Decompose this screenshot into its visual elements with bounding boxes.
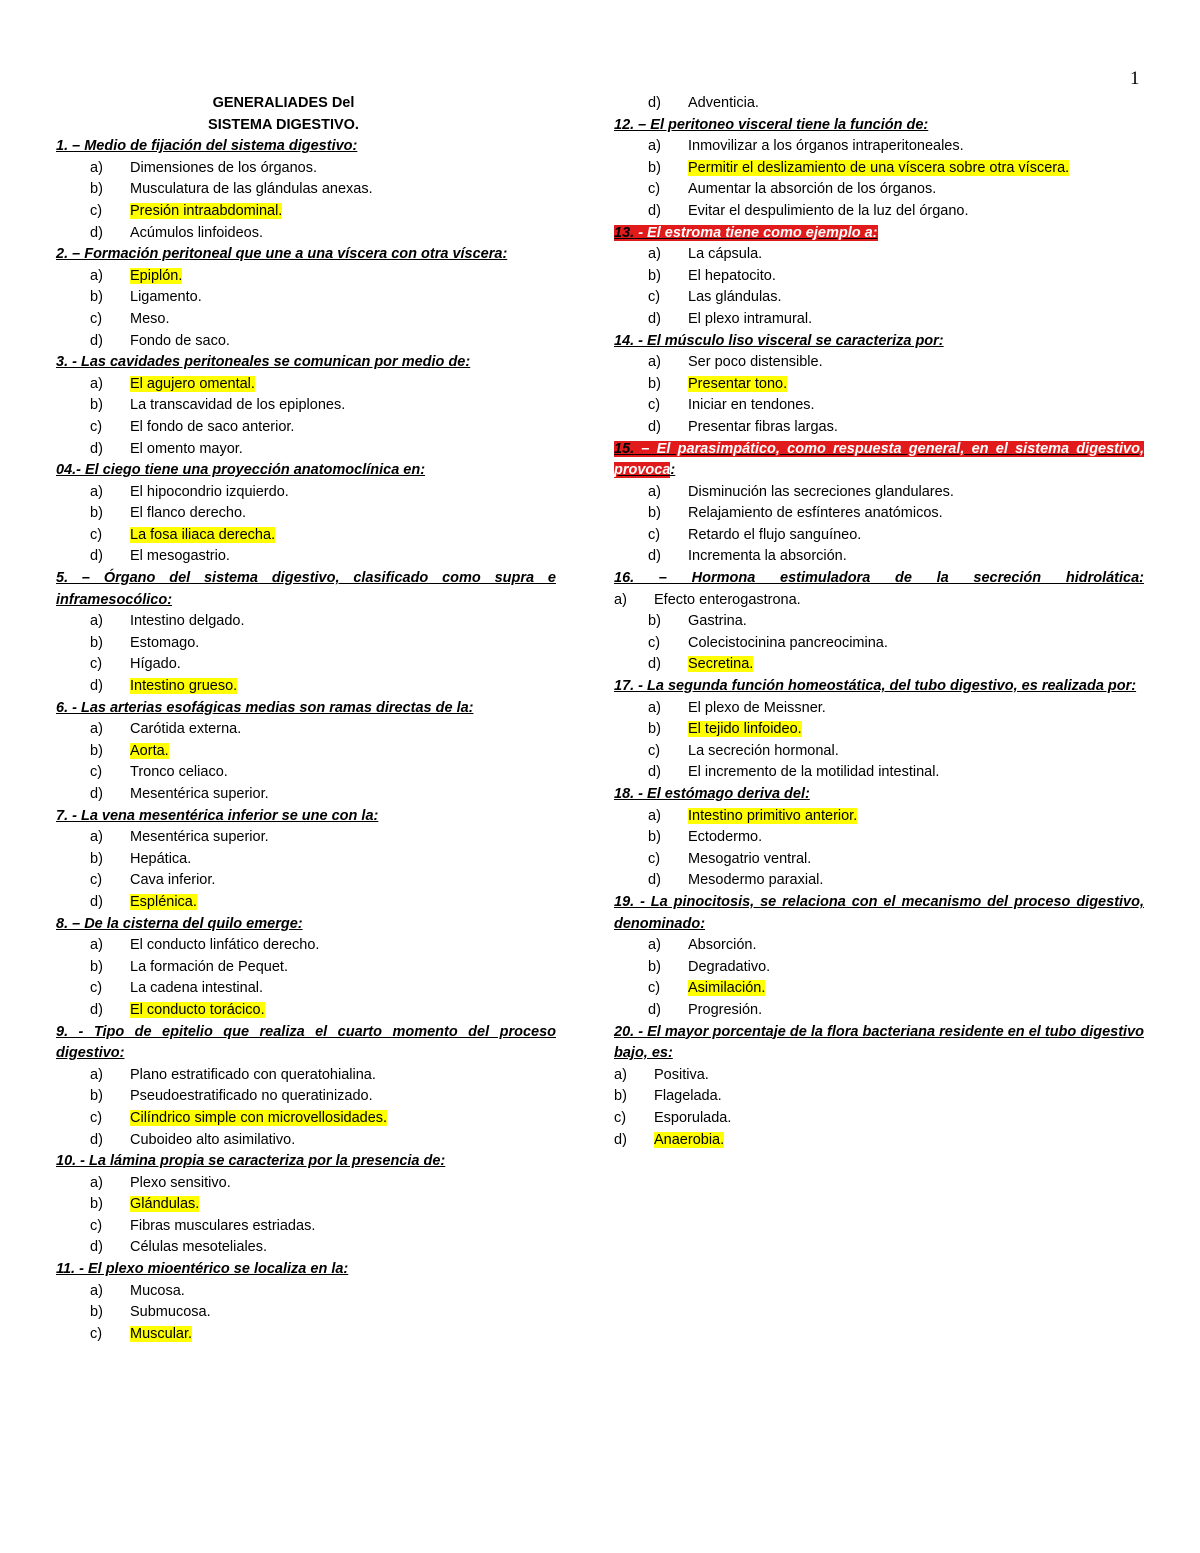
question-flagged-text: - El estroma tiene como ejemplo a: bbox=[634, 224, 878, 241]
option-letter: a) bbox=[614, 1066, 627, 1083]
option-letter: a) bbox=[90, 1282, 103, 1299]
option-letter: c) bbox=[90, 656, 103, 673]
answer-option bbox=[56, 201, 556, 223]
option-text: Retardo el flujo sanguíneo. bbox=[688, 526, 862, 543]
option-text: Ligamento. bbox=[130, 289, 202, 306]
option-text: El plexo de Meissner. bbox=[688, 699, 826, 716]
option-text: Tronco celiaco. bbox=[130, 764, 228, 781]
answer-option bbox=[614, 136, 1144, 158]
answer-option bbox=[614, 309, 1144, 331]
option-text: Las glándulas. bbox=[688, 289, 782, 306]
answer-option bbox=[56, 762, 556, 784]
option-letter: d) bbox=[90, 440, 103, 457]
option-letter: c) bbox=[90, 764, 103, 781]
option-text: Hepática. bbox=[130, 850, 192, 867]
left-column bbox=[56, 93, 556, 1345]
option-text: Adventicia. bbox=[688, 95, 759, 111]
option-letter: d) bbox=[90, 678, 103, 695]
option-letter: d) bbox=[90, 332, 103, 349]
answer-option bbox=[56, 978, 556, 1000]
option-text: Flagelada. bbox=[654, 1088, 722, 1105]
option-text: Esporulada. bbox=[654, 1109, 732, 1126]
option-text: Colecistocinina pancreocimina. bbox=[688, 634, 888, 651]
option-text-highlighted: Epiplón. bbox=[130, 267, 183, 284]
answer-option bbox=[56, 719, 556, 741]
option-letter: c) bbox=[90, 1325, 103, 1342]
answer-option bbox=[56, 676, 556, 698]
option-letter: b) bbox=[90, 181, 103, 198]
option-letter: c) bbox=[90, 526, 103, 543]
option-text: Submucosa. bbox=[130, 1304, 211, 1321]
answer-option bbox=[56, 503, 556, 525]
answer-option bbox=[56, 439, 556, 461]
option-letter: c) bbox=[648, 397, 661, 414]
option-letter: d) bbox=[648, 548, 661, 565]
answer-option bbox=[614, 654, 1144, 676]
option-letter: b) bbox=[648, 159, 661, 176]
option-text: Inmovilizar a los órganos intraperitoneales. bbox=[688, 138, 964, 155]
answer-option bbox=[56, 849, 556, 871]
right-column bbox=[614, 93, 1144, 1151]
answer-option bbox=[614, 352, 1144, 374]
answer-option bbox=[56, 611, 556, 633]
answer-option bbox=[614, 1130, 1144, 1152]
option-text: El conducto linfático derecho. bbox=[130, 937, 320, 954]
option-letter: a) bbox=[90, 721, 103, 738]
answer-option bbox=[614, 957, 1144, 979]
option-text: El hipocondrio izquierdo. bbox=[130, 483, 289, 500]
answer-option bbox=[56, 1130, 556, 1152]
option-text-highlighted: Intestino grueso. bbox=[130, 678, 238, 695]
option-text: Cava inferior. bbox=[130, 872, 216, 889]
answer-option bbox=[614, 827, 1144, 849]
option-text: Células mesoteliales. bbox=[130, 1239, 268, 1256]
answer-option bbox=[614, 1108, 1144, 1130]
option-letter: b) bbox=[90, 1304, 103, 1321]
option-text-highlighted: Muscular. bbox=[130, 1325, 193, 1342]
answer-option bbox=[56, 827, 556, 849]
answer-option bbox=[56, 1000, 556, 1022]
option-text: Mesodermo paraxial. bbox=[688, 872, 824, 889]
option-text: Meso. bbox=[130, 310, 170, 327]
answer-option bbox=[614, 482, 1144, 504]
option-text: Ser poco distensible. bbox=[688, 354, 823, 371]
answer-option bbox=[614, 1086, 1144, 1108]
answer-option bbox=[56, 870, 556, 892]
option-letter: b) bbox=[90, 289, 103, 306]
option-letter: a) bbox=[90, 1174, 103, 1191]
option-text: Dimensiones de los órganos. bbox=[130, 159, 317, 176]
option-letter: c) bbox=[90, 310, 103, 327]
option-letter: b) bbox=[648, 721, 661, 738]
title-line-1: GENERALIADES Del bbox=[212, 95, 355, 111]
option-text: El flanco derecho. bbox=[130, 505, 247, 522]
option-text: Musculatura de las glándulas anexas. bbox=[130, 181, 373, 198]
answer-option bbox=[56, 1324, 556, 1346]
page-number: 1 bbox=[1130, 68, 1140, 89]
answer-option bbox=[614, 201, 1144, 223]
option-letter: b) bbox=[614, 1088, 627, 1105]
option-letter: d) bbox=[648, 1001, 661, 1018]
option-text: Intestino delgado. bbox=[130, 613, 245, 630]
option-letter: a) bbox=[90, 159, 103, 176]
option-text: Progresión. bbox=[688, 1001, 763, 1018]
option-letter: b) bbox=[90, 397, 103, 414]
option-text: La secreción hormonal. bbox=[688, 742, 839, 759]
answer-option bbox=[614, 806, 1144, 828]
answer-option bbox=[614, 244, 1144, 266]
answer-option bbox=[614, 1065, 1144, 1087]
answer-option bbox=[56, 892, 556, 914]
option-letter: d) bbox=[648, 310, 661, 327]
option-text: La cápsula. bbox=[688, 246, 763, 263]
answer-option bbox=[56, 1281, 556, 1303]
question-text-flagged bbox=[614, 223, 1144, 245]
option-letter: b) bbox=[90, 634, 103, 651]
option-text: Mucosa. bbox=[130, 1282, 185, 1299]
option-letter: d) bbox=[614, 1131, 627, 1148]
option-letter: c) bbox=[648, 980, 661, 997]
option-text-highlighted: Permitir el deslizamiento de una víscera sobre otra víscera. bbox=[688, 159, 1070, 176]
answer-option bbox=[614, 978, 1144, 1000]
option-letter: d) bbox=[648, 656, 661, 673]
question-text: 12. – El peritoneo visceral tiene la función de: bbox=[614, 116, 929, 133]
option-letter: c) bbox=[648, 181, 661, 198]
option-text: Plano estratificado con queratohialina. bbox=[130, 1066, 376, 1083]
option-letter: d) bbox=[90, 548, 103, 565]
question-text: 11. - El plexo mioentérico se localiza en la: bbox=[56, 1261, 349, 1278]
answer-option bbox=[56, 1237, 556, 1259]
option-letter: a) bbox=[90, 375, 103, 392]
answer-option bbox=[614, 503, 1144, 525]
answer-option bbox=[56, 784, 556, 806]
option-letter: d) bbox=[648, 764, 661, 781]
option-text-highlighted: Intestino primitivo anterior. bbox=[688, 807, 858, 824]
option-letter: c) bbox=[648, 526, 661, 543]
option-letter: b) bbox=[90, 742, 103, 759]
question-text: 04.- El ciego tiene una proyección anatomoclínica en: bbox=[56, 462, 426, 479]
answer-option bbox=[56, 1194, 556, 1216]
question-number: 13. bbox=[614, 224, 635, 241]
option-letter: c) bbox=[90, 980, 103, 997]
option-letter: a) bbox=[648, 483, 661, 500]
option-letter: c) bbox=[648, 850, 661, 867]
answer-option bbox=[614, 698, 1144, 720]
option-letter: a) bbox=[648, 354, 661, 371]
option-text: Efecto enterogastrona. bbox=[654, 591, 801, 608]
answer-option bbox=[614, 93, 1144, 115]
option-text-highlighted: El tejido linfoideo. bbox=[688, 721, 802, 738]
answer-option bbox=[614, 158, 1144, 180]
question-text: 3. - Las cavidades peritoneales se comunican por medio de: bbox=[56, 354, 471, 371]
option-letter: a) bbox=[90, 613, 103, 630]
option-letter: b) bbox=[90, 1088, 103, 1105]
option-text: La cadena intestinal. bbox=[130, 980, 264, 997]
question-text: 14. - El músculo liso visceral se caracteriza por: bbox=[614, 332, 944, 349]
option-letter: b) bbox=[90, 850, 103, 867]
option-text: Estomago. bbox=[130, 634, 200, 651]
answer-option bbox=[56, 1302, 556, 1324]
answer-option bbox=[614, 762, 1144, 784]
question-text: 18. - El estómago deriva del: bbox=[614, 786, 810, 802]
option-letter: a) bbox=[614, 591, 627, 608]
option-letter: b) bbox=[648, 829, 661, 846]
question-number: 15. bbox=[614, 440, 635, 457]
option-text: Iniciar en tendones. bbox=[688, 397, 815, 414]
answer-option bbox=[56, 395, 556, 417]
option-text: El hepatocito. bbox=[688, 267, 776, 284]
answer-option bbox=[56, 525, 556, 547]
option-letter: c) bbox=[90, 202, 103, 219]
option-text-highlighted: Esplénica. bbox=[130, 893, 197, 910]
option-letter: d) bbox=[90, 893, 103, 910]
option-letter: a) bbox=[90, 937, 103, 954]
question-tail: : bbox=[670, 462, 676, 479]
option-text-highlighted: La fosa iliaca derecha. bbox=[130, 526, 276, 543]
option-text: El mesogastrio. bbox=[130, 548, 230, 565]
option-letter: a) bbox=[648, 138, 661, 155]
question-text: 6. - Las arterias esofágicas medias son ramas directas de la: bbox=[56, 699, 474, 716]
option-letter: a) bbox=[648, 807, 661, 824]
option-letter: a) bbox=[90, 267, 103, 284]
answer-option bbox=[614, 633, 1144, 655]
question-text: 5. – Órgano del sistema digestivo, clasificado como supra e inframesocólico: bbox=[56, 570, 556, 608]
answer-option bbox=[614, 525, 1144, 547]
option-letter: b) bbox=[90, 958, 103, 975]
answer-option bbox=[614, 179, 1144, 201]
answer-option bbox=[56, 331, 556, 353]
option-text: El fondo de saco anterior. bbox=[130, 418, 295, 435]
option-text-highlighted: Aorta. bbox=[130, 742, 169, 759]
question-text: 17. - La segunda función homeostática, del tubo digestivo, es realizada por: bbox=[614, 678, 1137, 695]
option-letter: d) bbox=[648, 95, 661, 111]
option-letter: a) bbox=[648, 699, 661, 716]
option-letter: d) bbox=[90, 786, 103, 802]
option-text: Plexo sensitivo. bbox=[130, 1174, 231, 1191]
answer-option bbox=[56, 309, 556, 331]
option-letter: c) bbox=[90, 418, 103, 435]
title-line-2: SISTEMA DIGESTIVO. bbox=[208, 116, 359, 133]
option-letter: d) bbox=[90, 1001, 103, 1018]
answer-option bbox=[56, 957, 556, 979]
question-text: 1. – Medio de fijación del sistema digestivo: bbox=[56, 138, 358, 155]
answer-option bbox=[614, 870, 1144, 892]
answer-option bbox=[56, 266, 556, 288]
option-text-highlighted: Secretina. bbox=[688, 656, 754, 673]
option-text: Incrementa la absorción. bbox=[688, 548, 847, 565]
option-text: Pseudoestratificado no queratinizado. bbox=[130, 1088, 373, 1105]
option-letter: b) bbox=[90, 505, 103, 522]
option-text: Absorción. bbox=[688, 937, 757, 954]
option-text-highlighted: Presentar tono. bbox=[688, 375, 788, 392]
answer-option bbox=[56, 287, 556, 309]
option-text: Cuboideo alto asimilativo. bbox=[130, 1131, 296, 1148]
option-text-highlighted: Presión intraabdominal. bbox=[130, 202, 283, 219]
option-letter: b) bbox=[648, 505, 661, 522]
question-text-flagged bbox=[614, 439, 1144, 482]
option-letter: c) bbox=[648, 742, 661, 759]
answer-option bbox=[614, 395, 1144, 417]
option-letter: a) bbox=[648, 937, 661, 954]
option-text: Hígado. bbox=[130, 656, 181, 673]
option-text: Carótida externa. bbox=[130, 721, 242, 738]
answer-option bbox=[56, 741, 556, 763]
option-text-highlighted: Glándulas. bbox=[130, 1196, 200, 1213]
question-text: 9. - Tipo de epitelio que realiza el cuarto momento del proceso digestivo: bbox=[56, 1023, 556, 1062]
answer-option bbox=[614, 719, 1144, 741]
option-letter: b) bbox=[648, 613, 661, 630]
option-letter: a) bbox=[90, 1066, 103, 1083]
option-text: La transcavidad de los epiplones. bbox=[130, 397, 346, 414]
answer-option bbox=[56, 482, 556, 504]
option-text: Mesentérica superior. bbox=[130, 829, 269, 846]
option-letter: d) bbox=[648, 418, 661, 435]
answer-option bbox=[56, 1173, 556, 1195]
answer-option bbox=[56, 374, 556, 396]
option-text: Ectodermo. bbox=[688, 829, 763, 846]
answer-option bbox=[614, 590, 1144, 612]
option-letter: b) bbox=[90, 1196, 103, 1213]
answer-option bbox=[56, 654, 556, 676]
answer-option bbox=[614, 741, 1144, 763]
option-text: Evitar el despulimiento de la luz del órgano. bbox=[688, 202, 969, 219]
answer-option bbox=[614, 287, 1144, 309]
option-letter: c) bbox=[648, 634, 661, 651]
option-letter: c) bbox=[648, 289, 661, 306]
option-letter: c) bbox=[90, 1109, 103, 1126]
option-text: Degradativo. bbox=[688, 958, 771, 975]
answer-option bbox=[56, 223, 556, 245]
answer-option bbox=[614, 935, 1144, 957]
option-letter: d) bbox=[90, 1239, 103, 1256]
answer-option bbox=[614, 374, 1144, 396]
answer-option bbox=[56, 1086, 556, 1108]
answer-option bbox=[614, 611, 1144, 633]
option-letter: d) bbox=[90, 1131, 103, 1148]
answer-option bbox=[56, 1216, 556, 1238]
question-text: 20. - El mayor porcentaje de la flora bacteriana residente en el tubo digestivo bajo, es: bbox=[614, 1023, 1144, 1062]
option-letter: c) bbox=[614, 1109, 627, 1126]
option-text-highlighted: Cilíndrico simple con microvellosidades. bbox=[130, 1109, 388, 1126]
option-text: Aumentar la absorción de los órganos. bbox=[688, 181, 937, 198]
question-text: 19. - La pinocitosis, se relaciona con el mecanismo del proceso digestivo, denominado: bbox=[614, 893, 1144, 932]
option-letter: c) bbox=[90, 872, 103, 889]
option-text: Disminución las secreciones glandulares. bbox=[688, 483, 954, 500]
question-flagged-text: – El parasimpático, como respuesta general, en el sistema digestivo, provoca bbox=[614, 440, 1144, 479]
option-text-highlighted: El agujero omental. bbox=[130, 375, 255, 392]
option-letter: c) bbox=[90, 1217, 103, 1234]
option-text-highlighted: Asimilación. bbox=[688, 980, 766, 997]
option-text: El incremento de la motilidad intestinal. bbox=[688, 764, 940, 781]
answer-option bbox=[56, 179, 556, 201]
option-text: Fibras musculares estriadas. bbox=[130, 1217, 316, 1234]
option-letter: a) bbox=[90, 829, 103, 846]
option-text: El omento mayor. bbox=[130, 440, 243, 457]
option-text: Relajamiento de esfínteres anatómicos. bbox=[688, 505, 943, 522]
question-text: 10. - La lámina propia se caracteriza por la presencia de: bbox=[56, 1153, 446, 1170]
option-text: Gastrina. bbox=[688, 613, 747, 630]
option-text: Positiva. bbox=[654, 1066, 709, 1083]
option-text: Presentar fibras largas. bbox=[688, 418, 838, 435]
answer-option bbox=[614, 849, 1144, 871]
answer-option bbox=[614, 1000, 1144, 1022]
question-text: 7. - La vena mesentérica inferior se une con la: bbox=[56, 807, 379, 824]
option-text: Fondo de saco. bbox=[130, 332, 230, 349]
option-letter: d) bbox=[648, 872, 661, 889]
option-letter: a) bbox=[648, 246, 661, 263]
answer-option bbox=[614, 266, 1144, 288]
option-letter: d) bbox=[648, 202, 661, 219]
option-letter: b) bbox=[648, 375, 661, 392]
answer-option bbox=[56, 546, 556, 568]
option-letter: a) bbox=[90, 483, 103, 500]
option-text: La formación de Pequet. bbox=[130, 958, 288, 975]
option-text-highlighted: Anaerobia. bbox=[654, 1131, 725, 1148]
option-text: Mesogatrio ventral. bbox=[688, 850, 812, 867]
option-text: Mesentérica superior. bbox=[130, 786, 269, 802]
answer-option bbox=[56, 935, 556, 957]
answer-option bbox=[56, 1108, 556, 1130]
answer-option bbox=[56, 417, 556, 439]
question-text: 8. – De la cisterna del quilo emerge: bbox=[56, 915, 303, 932]
option-text: Acúmulos linfoideos. bbox=[130, 224, 263, 241]
option-letter: b) bbox=[648, 958, 661, 975]
option-text: El plexo intramural. bbox=[688, 310, 813, 327]
answer-option bbox=[56, 1065, 556, 1087]
question-text: 16. – Hormona estimuladora de la secreción hidrolática: bbox=[614, 570, 1144, 587]
answer-option bbox=[614, 546, 1144, 568]
document-title bbox=[56, 93, 511, 136]
answer-option bbox=[56, 633, 556, 655]
question-text: 2. – Formación peritoneal que une a una víscera con otra víscera: bbox=[56, 246, 508, 263]
option-letter: b) bbox=[648, 267, 661, 284]
option-letter: d) bbox=[90, 224, 103, 241]
answer-option bbox=[614, 417, 1144, 439]
option-text-highlighted: El conducto torácico. bbox=[130, 1001, 265, 1018]
answer-option bbox=[56, 158, 556, 180]
